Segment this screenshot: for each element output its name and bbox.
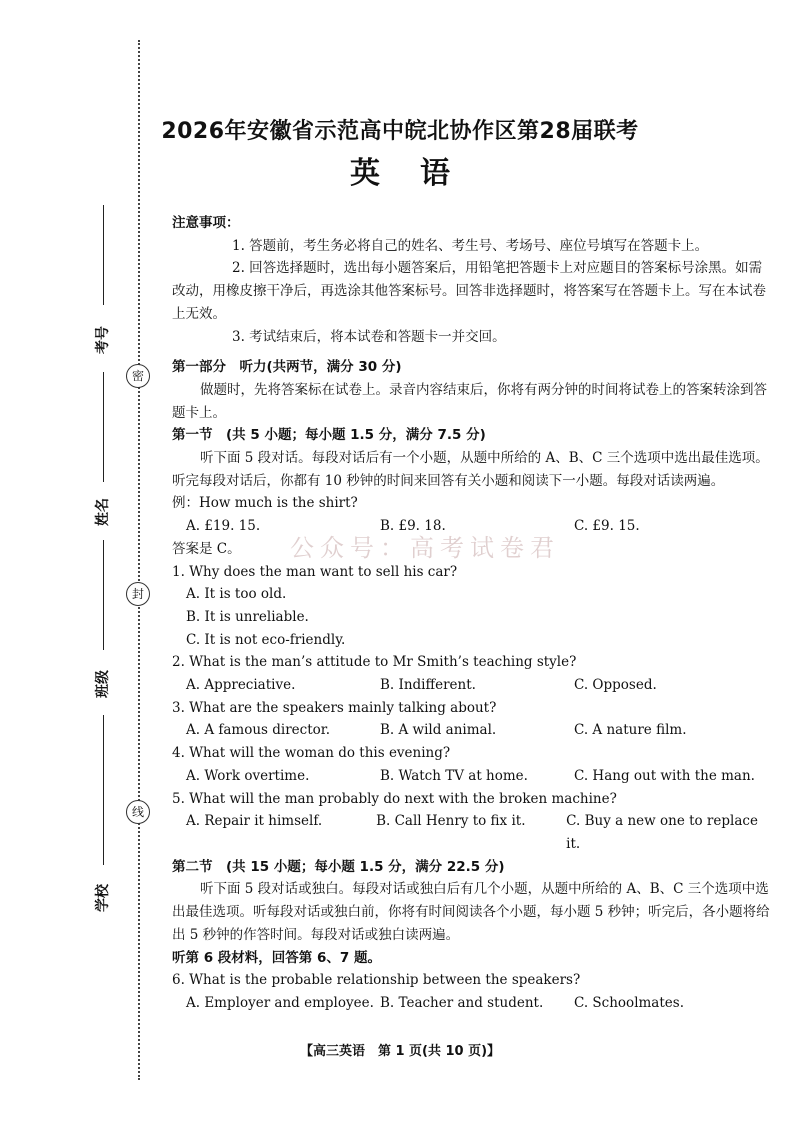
q6-option-b: B. Teacher and student.	[380, 994, 544, 1011]
question-5: 5. What will the man probably do next with the broken machine?	[172, 790, 617, 807]
part1-intro: 做题时，先将答案标在试卷上。录音内容结束后，你将有两分钟的时间将试卷上的答案转涂到答题卡上。	[172, 381, 767, 421]
seal-feng: 封	[126, 582, 150, 606]
notes-item-2: 2. 回答选择题时，选出每小题答案后，用铅笔把答题卡上对应题目的答案标号涂黑。如需改动，用橡皮擦干净后，再选涂其他答案标号。回答非选择题时，将答案写在答题卡上。写在本试卷上无效。	[172, 260, 766, 322]
kaohao-write-line	[103, 205, 104, 305]
question-6: 6. What is the probable relationship between the speakers?	[172, 972, 581, 989]
q1-option-b: B. It is unreliable.	[186, 608, 309, 625]
xingming-write-line	[103, 372, 104, 482]
notes-item-3: 3. 考试结束后，将本试卷和答题卡一并交回。	[232, 328, 506, 345]
q2-option-b: B. Indifferent.	[380, 677, 476, 694]
q1-option-c: C. It is not eco-friendly.	[186, 631, 346, 648]
label-banji: 班级	[95, 670, 111, 698]
q4-option-c: C. Hang out with the man.	[574, 767, 755, 784]
question-1: 1. Why does the man want to sell his car?	[172, 563, 458, 580]
section2-heading: 第二节 (共 15 小题；每小题 1.5 分，满分 22.5 分)	[172, 858, 505, 875]
q4-option-a: A. Work overtime.	[186, 767, 310, 784]
q5-option-a: A. Repair it himself.	[186, 813, 323, 830]
banji-write-line	[103, 540, 104, 650]
q6-options	[172, 992, 772, 1015]
question-4: 4. What will the woman do this evening?	[172, 745, 451, 762]
q3-option-a: A. A famous director.	[186, 722, 331, 739]
example-question: 例：How much is the shirt?	[172, 495, 358, 512]
part1-heading: 第一部分 听力(共两节，满分 30 分)	[172, 359, 402, 376]
q3-option-c: C. A nature film.	[574, 722, 687, 739]
question-3: 3. What are the speakers mainly talking about?	[172, 699, 497, 716]
xuexiao-write-line	[103, 715, 104, 865]
question-2: 2. What is the man’s attitude to Mr Smith’s teaching style?	[172, 654, 577, 671]
example-option-b: B. £9. 18.	[380, 518, 446, 535]
section1-instructions: 听下面 5 段对话。每段对话后有一个小题，从题中所给的 A、B、C 三个选项中选出最佳选项。听完每段对话后，你都有 10 秒钟的时间来回答有关小题和阅读下一小题。每段对话读两遍。	[172, 450, 769, 489]
label-xuexiao: 学校	[95, 884, 111, 912]
q2-options	[172, 674, 772, 697]
q4-option-b: B. Watch TV at home.	[380, 767, 528, 784]
example-option-c: C. £9. 15.	[574, 518, 640, 535]
example-answer: 答案是 C。	[172, 540, 241, 557]
label-xingming: 姓名	[95, 498, 111, 526]
notes-item-1: 1. 答题前，考生务必将自己的姓名、考生号、考场号、座位号填写在答题卡上。	[232, 237, 709, 254]
q3-options	[172, 719, 772, 742]
seal-mi: 密	[126, 364, 150, 388]
q5-option-c: C. Buy a new one to replace it.	[566, 813, 758, 852]
binding-dotted-line	[138, 40, 140, 1080]
notes-heading: 注意事项：	[172, 215, 240, 231]
label-kaohao: 考号	[95, 326, 111, 354]
section1-heading: 第一节 (共 5 小题；每小题 1.5 分，满分 7.5 分)	[172, 427, 486, 444]
exam-title: 2026年安徽省示范高中皖北协作区第28届联考	[161, 119, 639, 144]
q5-options	[172, 810, 772, 855]
seal-xian: 线	[126, 800, 150, 824]
q2-option-a: A. Appreciative.	[186, 677, 296, 694]
q2-option-c: C. Opposed.	[574, 677, 657, 694]
page-footer: 【高三英语 第 1 页(共 10 页)】	[299, 1044, 501, 1059]
watermark-text: 公众号：高考试卷君	[290, 534, 560, 562]
q3-option-b: B. A wild animal.	[380, 722, 497, 739]
q5-option-b: B. Call Henry to fix it.	[376, 813, 526, 830]
subject-title: 英语	[350, 156, 490, 191]
q6-option-a: A. Employer and employee.	[186, 994, 374, 1011]
example-option-a: A. £19. 15.	[186, 518, 261, 535]
section2-instructions: 听下面 5 段对话或独白。每段对话或独白后有几个小题，从题中所给的 A、B、C 三个选项中选出最佳选项。听每段对话或独白前，你将有时间阅读各个小题，每小题 5 秒钟；听完后，各小题将给出 5 秒钟的作答时间。每段对话或独白读两遍。	[172, 881, 770, 943]
q4-options	[172, 765, 772, 788]
q6-option-c: C. Schoolmates.	[574, 994, 684, 1011]
q1-option-a: A. It is too old.	[186, 586, 287, 603]
exam-content	[172, 212, 772, 1015]
material-6-heading: 听第 6 段材料，回答第 6、7 题。	[172, 949, 381, 966]
